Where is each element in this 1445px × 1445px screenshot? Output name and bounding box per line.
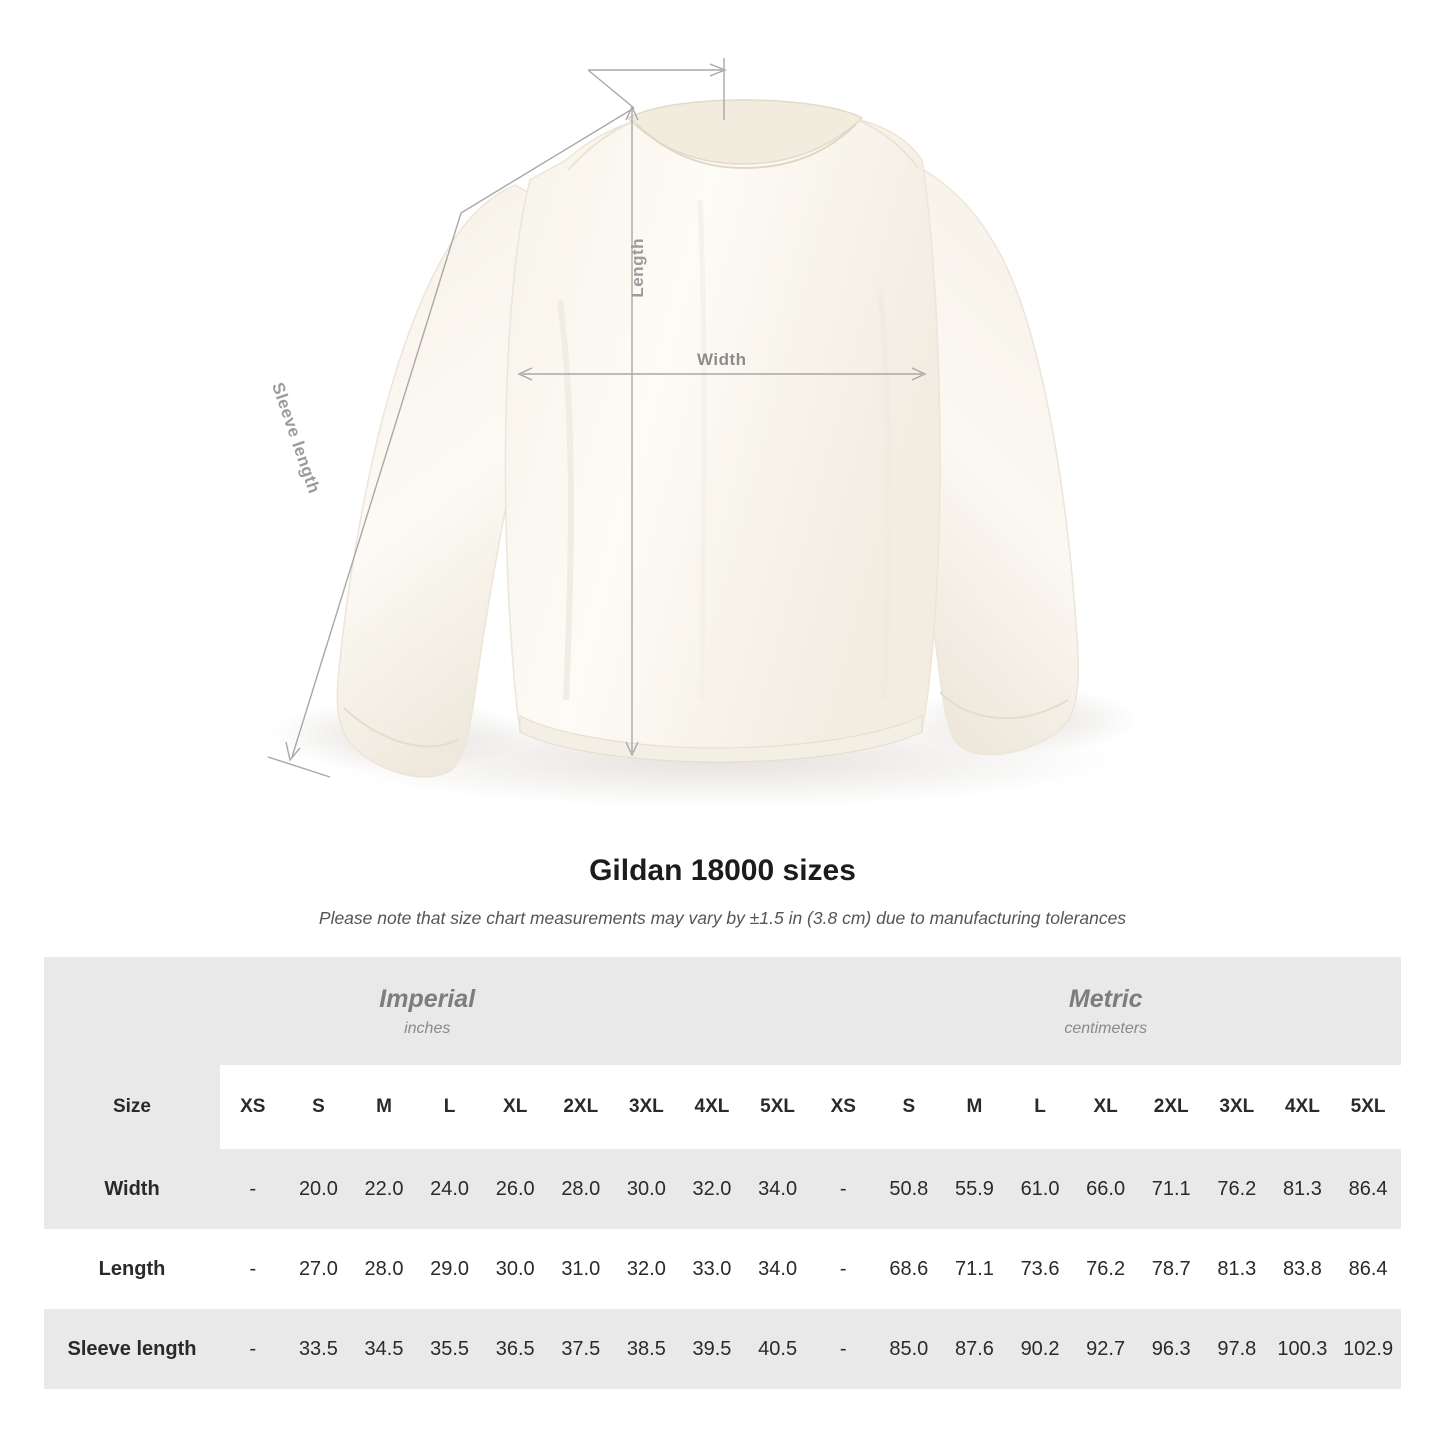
cell-length-imperial-l: 29.0 [417,1229,483,1309]
table-row [44,1309,1401,1389]
cell-width-imperial-5xl: 34.0 [745,1149,811,1229]
width-label: Width [697,350,747,369]
header-metric-l: L [1007,1065,1073,1149]
cell-width-metric-5xl: 86.4 [1335,1149,1401,1229]
cell-length-metric-m: 71.1 [942,1229,1008,1309]
cell-width-imperial-3xl: 30.0 [614,1149,680,1229]
header-size: Size [44,1065,220,1149]
cell-sleeve-metric-2xl: 96.3 [1138,1309,1204,1389]
column-header-row [44,1065,1401,1149]
imperial-sub-label: inches [404,1019,451,1037]
table-row [44,1149,1401,1229]
cell-length-imperial-3xl: 32.0 [614,1229,680,1309]
cell-length-metric-xs: - [810,1229,876,1309]
sleeve-length-label: Sleeve length [268,380,324,496]
cell-sleeve-imperial-xs: - [220,1309,286,1389]
cell-sleeve-metric-4xl: 100.3 [1270,1309,1336,1389]
header-metric-s: S [876,1065,942,1149]
header-imperial-s: S [286,1065,352,1149]
header-imperial-xl: XL [482,1065,548,1149]
cell-width-imperial-s: 20.0 [286,1149,352,1229]
cell-width-imperial-2xl: 28.0 [548,1149,614,1229]
cell-length-imperial-5xl: 34.0 [745,1229,811,1309]
cell-length-metric-3xl: 81.3 [1204,1229,1270,1309]
cell-width-metric-3xl: 76.2 [1204,1149,1270,1229]
size-chart-table [44,957,1401,1389]
header-imperial-xs: XS [220,1065,286,1149]
cell-sleeve-imperial-2xl: 37.5 [548,1309,614,1389]
cell-width-imperial-xl: 26.0 [482,1149,548,1229]
cell-width-imperial-xs: - [220,1149,286,1229]
cell-width-metric-4xl: 81.3 [1270,1149,1336,1229]
size-table-wrapper [0,957,1445,1389]
header-imperial-3xl: 3XL [614,1065,680,1149]
header-imperial-l: L [417,1065,483,1149]
cell-length-imperial-4xl: 33.0 [679,1229,745,1309]
cell-sleeve-imperial-m: 34.5 [351,1309,417,1389]
cell-sleeve-imperial-3xl: 38.5 [614,1309,680,1389]
header-metric-3xl: 3XL [1204,1065,1270,1149]
cell-sleeve-metric-xl: 92.7 [1073,1309,1139,1389]
table-row [44,1229,1401,1309]
row-label-sleeve-length: Sleeve length [44,1309,220,1389]
cell-width-metric-2xl: 71.1 [1138,1149,1204,1229]
header-imperial-4xl: 4XL [679,1065,745,1149]
cell-sleeve-metric-3xl: 97.8 [1204,1309,1270,1389]
cell-length-imperial-m: 28.0 [351,1229,417,1309]
header-imperial-5xl: 5XL [745,1065,811,1149]
header-metric-5xl: 5XL [1335,1065,1401,1149]
metric-label: Metric [1068,984,1143,1013]
cell-sleeve-metric-m: 87.6 [942,1309,1008,1389]
cell-length-imperial-xl: 30.0 [482,1229,548,1309]
cell-sleeve-imperial-4xl: 39.5 [679,1309,745,1389]
header-metric-4xl: 4XL [1270,1065,1336,1149]
header-metric-2xl: 2XL [1138,1065,1204,1149]
cell-sleeve-imperial-s: 33.5 [286,1309,352,1389]
header-imperial-2xl: 2XL [548,1065,614,1149]
page-title: Gildan 18000 sizes [589,854,856,887]
header-imperial-m: M [351,1065,417,1149]
header-metric-xl: XL [1073,1065,1139,1149]
header-metric-m: M [942,1065,1008,1149]
row-label-width: Width [44,1149,220,1229]
cell-sleeve-metric-l: 90.2 [1007,1309,1073,1389]
cell-sleeve-imperial-l: 35.5 [417,1309,483,1389]
imperial-label: Imperial [379,984,476,1013]
cell-width-metric-xs: - [810,1149,876,1229]
tolerance-note: Please note that size chart measurements may vary by ±1.5 in (3.8 cm) due to manufacturing tolerances [318,908,1127,928]
cell-length-metric-xl: 76.2 [1073,1229,1139,1309]
metric-sub-label: centimeters [1064,1019,1148,1037]
cell-sleeve-metric-5xl: 102.9 [1335,1309,1401,1389]
cell-sleeve-metric-xs: - [810,1309,876,1389]
metric-group-header [810,957,1401,1065]
cell-width-metric-s: 50.8 [876,1149,942,1229]
cell-length-metric-s: 68.6 [876,1229,942,1309]
cell-length-imperial-s: 27.0 [286,1229,352,1309]
cell-length-imperial-2xl: 31.0 [548,1229,614,1309]
cell-length-metric-l: 73.6 [1007,1229,1073,1309]
row-label-length: Length [44,1229,220,1309]
cell-length-metric-5xl: 86.4 [1335,1229,1401,1309]
cell-length-metric-2xl: 78.7 [1138,1229,1204,1309]
cell-width-metric-m: 55.9 [942,1149,1008,1229]
cell-length-metric-4xl: 83.8 [1270,1229,1336,1309]
cell-width-metric-xl: 66.0 [1073,1149,1139,1229]
unit-header-row [44,957,1401,1065]
cell-width-imperial-4xl: 32.0 [679,1149,745,1229]
header-metric-xs: XS [810,1065,876,1149]
cell-width-imperial-l: 24.0 [417,1149,483,1229]
cell-length-imperial-xs: - [220,1229,286,1309]
cell-sleeve-imperial-xl: 36.5 [482,1309,548,1389]
imperial-group-header [44,957,810,1065]
cell-sleeve-metric-s: 85.0 [876,1309,942,1389]
cell-width-imperial-m: 22.0 [351,1149,417,1229]
cell-width-metric-l: 61.0 [1007,1149,1073,1229]
length-label: Length [628,238,647,298]
cell-sleeve-imperial-5xl: 40.5 [745,1309,811,1389]
